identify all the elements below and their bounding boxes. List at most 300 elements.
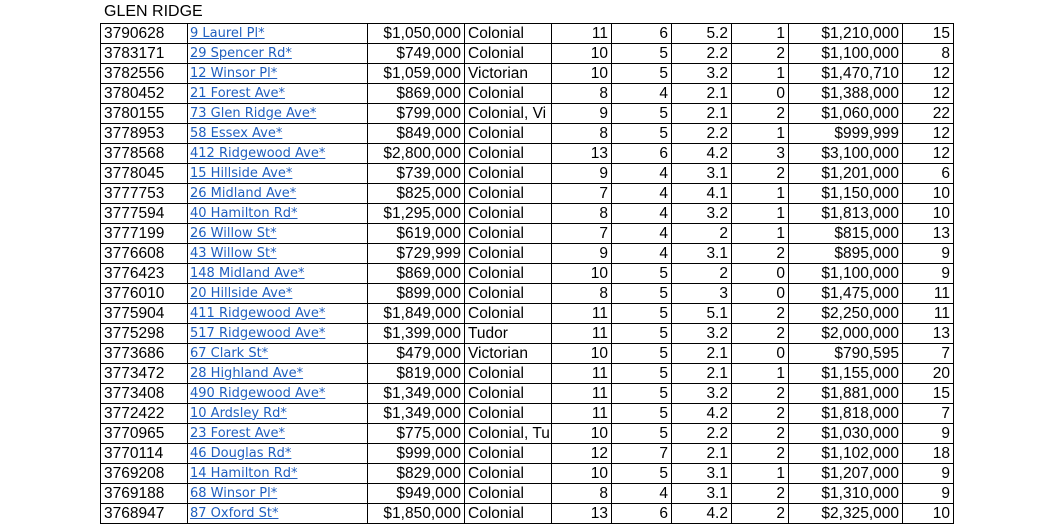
cell-days-on-market: 9: [903, 244, 954, 264]
cell-rooms: 7: [552, 184, 612, 204]
cell-days-on-market: 12: [903, 64, 954, 84]
address-link[interactable]: 20 Hillside Ave*: [190, 285, 293, 301]
cell-baths: 3.1: [672, 464, 732, 484]
address-link[interactable]: 12 Winsor Pl*: [190, 65, 278, 81]
cell-baths: 4.2: [672, 504, 732, 524]
cell-style: Colonial: [465, 144, 552, 164]
cell-style: Colonial: [465, 124, 552, 144]
cell-style: Colonial: [465, 204, 552, 224]
cell-list-price: $999,000: [368, 444, 465, 464]
cell-sold-price: $895,000: [789, 244, 903, 264]
address-link[interactable]: 43 Willow St*: [190, 245, 277, 261]
cell-address: [188, 344, 368, 364]
cell-style: Colonial: [465, 284, 552, 304]
cell-style: Colonial: [465, 264, 552, 284]
cell-baths: 2.1: [672, 364, 732, 384]
cell-sold-price: $1,207,000: [789, 464, 903, 484]
cell-mls-number: 3775904: [101, 304, 188, 324]
cell-address: [188, 204, 368, 224]
cell-address: [188, 384, 368, 404]
cell-baths: 2: [672, 264, 732, 284]
cell-garage: 3: [732, 144, 789, 164]
cell-bedrooms: 5: [612, 284, 672, 304]
cell-rooms: 7: [552, 224, 612, 244]
cell-list-price: $749,000: [368, 44, 465, 64]
cell-days-on-market: 7: [903, 344, 954, 364]
cell-style: Colonial: [465, 224, 552, 244]
cell-sold-price: $1,100,000: [789, 44, 903, 64]
cell-address: [188, 504, 368, 524]
cell-style: Colonial, Tu: [465, 424, 552, 444]
cell-style: Colonial, Vi: [465, 104, 552, 124]
cell-sold-price: $1,388,000: [789, 84, 903, 104]
cell-sold-price: $1,060,000: [789, 104, 903, 124]
cell-style: Colonial: [465, 364, 552, 384]
cell-address: [188, 124, 368, 144]
cell-baths: 3.2: [672, 64, 732, 84]
cell-days-on-market: 10: [903, 504, 954, 524]
cell-list-price: $1,399,000: [368, 324, 465, 344]
cell-style: Colonial: [465, 244, 552, 264]
cell-list-price: $1,059,000: [368, 64, 465, 84]
table-row: [101, 104, 954, 124]
cell-baths: 4.2: [672, 404, 732, 424]
cell-days-on-market: 12: [903, 124, 954, 144]
cell-rooms: 8: [552, 84, 612, 104]
table-row: [101, 444, 954, 464]
cell-days-on-market: 8: [903, 44, 954, 64]
cell-mls-number: 3770114: [101, 444, 188, 464]
cell-mls-number: 3777199: [101, 224, 188, 244]
cell-bedrooms: 4: [612, 484, 672, 504]
cell-address: [188, 164, 368, 184]
cell-style: Colonial: [465, 184, 552, 204]
cell-sold-price: $1,155,000: [789, 364, 903, 384]
table-row: [101, 144, 954, 164]
cell-address: [188, 424, 368, 444]
table-row: [101, 364, 954, 384]
cell-rooms: 9: [552, 244, 612, 264]
address-link[interactable]: 46 Douglas Rd*: [190, 445, 292, 461]
table-row: [101, 344, 954, 364]
cell-rooms: 11: [552, 24, 612, 44]
address-link[interactable]: 412 Ridgewood Ave*: [190, 145, 326, 161]
cell-style: Victorian: [465, 344, 552, 364]
cell-garage: 2: [732, 244, 789, 264]
table-row: [101, 264, 954, 284]
cell-days-on-market: 15: [903, 384, 954, 404]
cell-mls-number: 3769208: [101, 464, 188, 484]
cell-rooms: 12: [552, 444, 612, 464]
cell-sold-price: $999,999: [789, 124, 903, 144]
cell-garage: 1: [732, 64, 789, 84]
address-link[interactable]: 517 Ridgewood Ave*: [190, 325, 326, 341]
cell-list-price: $825,000: [368, 184, 465, 204]
cell-baths: 4.2: [672, 144, 732, 164]
cell-rooms: 8: [552, 284, 612, 304]
cell-bedrooms: 7: [612, 444, 672, 464]
cell-mls-number: 3780452: [101, 84, 188, 104]
cell-garage: 1: [732, 24, 789, 44]
address-link[interactable]: 73 Glen Ridge Ave*: [190, 105, 317, 121]
cell-mls-number: 3780155: [101, 104, 188, 124]
cell-address: [188, 404, 368, 424]
table-row: [101, 64, 954, 84]
table-row: [101, 204, 954, 224]
cell-style: Colonial: [465, 44, 552, 64]
cell-style: Colonial: [465, 464, 552, 484]
table-row: [101, 224, 954, 244]
cell-garage: 2: [732, 164, 789, 184]
cell-mls-number: 3778953: [101, 124, 188, 144]
table-row: [101, 384, 954, 404]
cell-baths: 2.1: [672, 84, 732, 104]
sheet-title: GLEN RIDGE: [104, 3, 203, 20]
table-row: [101, 284, 954, 304]
cell-mls-number: 3775298: [101, 324, 188, 344]
cell-baths: 2.2: [672, 44, 732, 64]
cell-address: [188, 464, 368, 484]
address-link[interactable]: 10 Ardsley Rd*: [190, 405, 287, 421]
cell-address: [188, 84, 368, 104]
cell-rooms: 11: [552, 364, 612, 384]
table-row: [101, 164, 954, 184]
cell-address: [188, 184, 368, 204]
cell-bedrooms: 6: [612, 144, 672, 164]
table-row: [101, 424, 954, 444]
cell-bedrooms: 5: [612, 404, 672, 424]
cell-list-price: $819,000: [368, 364, 465, 384]
cell-baths: 2.1: [672, 344, 732, 364]
cell-address: [188, 244, 368, 264]
cell-rooms: 10: [552, 44, 612, 64]
table-row: [101, 324, 954, 344]
cell-sold-price: $1,030,000: [789, 424, 903, 444]
cell-days-on-market: 9: [903, 464, 954, 484]
cell-baths: 3.2: [672, 204, 732, 224]
cell-garage: 2: [732, 44, 789, 64]
cell-bedrooms: 5: [612, 264, 672, 284]
cell-rooms: 10: [552, 464, 612, 484]
cell-rooms: 11: [552, 304, 612, 324]
cell-list-price: $1,349,000: [368, 404, 465, 424]
cell-list-price: $1,295,000: [368, 204, 465, 224]
cell-rooms: 10: [552, 344, 612, 364]
cell-sold-price: $2,000,000: [789, 324, 903, 344]
cell-list-price: $869,000: [368, 264, 465, 284]
cell-garage: 2: [732, 424, 789, 444]
cell-sold-price: $1,310,000: [789, 484, 903, 504]
address-link[interactable]: 15 Hillside Ave*: [190, 165, 293, 181]
address-link[interactable]: 67 Clark St*: [190, 345, 269, 361]
cell-baths: 2.2: [672, 124, 732, 144]
cell-list-price: $829,000: [368, 464, 465, 484]
cell-style: Colonial: [465, 164, 552, 184]
cell-days-on-market: 9: [903, 424, 954, 444]
cell-days-on-market: 9: [903, 264, 954, 284]
cell-style: Colonial: [465, 84, 552, 104]
address-link[interactable]: 9 Laurel Pl*: [190, 25, 265, 41]
cell-garage: 2: [732, 304, 789, 324]
cell-sold-price: $790,595: [789, 344, 903, 364]
address-link[interactable]: 148 Midland Ave*: [190, 265, 305, 281]
address-link[interactable]: 68 Winsor Pl*: [190, 485, 278, 501]
cell-mls-number: 3776608: [101, 244, 188, 264]
listings-table: [100, 23, 954, 524]
cell-garage: 1: [732, 224, 789, 244]
cell-garage: 2: [732, 324, 789, 344]
cell-mls-number: 3770965: [101, 424, 188, 444]
table-row: [101, 44, 954, 64]
cell-baths: 3.1: [672, 244, 732, 264]
cell-bedrooms: 6: [612, 504, 672, 524]
cell-garage: 1: [732, 184, 789, 204]
cell-list-price: $619,000: [368, 224, 465, 244]
cell-bedrooms: 4: [612, 184, 672, 204]
cell-sold-price: $1,100,000: [789, 264, 903, 284]
cell-garage: 0: [732, 284, 789, 304]
cell-sold-price: $2,325,000: [789, 504, 903, 524]
cell-list-price: $1,050,000: [368, 24, 465, 44]
cell-rooms: 10: [552, 424, 612, 444]
cell-list-price: $799,000: [368, 104, 465, 124]
cell-bedrooms: 5: [612, 304, 672, 324]
cell-rooms: 9: [552, 104, 612, 124]
cell-bedrooms: 5: [612, 44, 672, 64]
cell-baths: 2.2: [672, 424, 732, 444]
cell-baths: 2.1: [672, 104, 732, 124]
cell-bedrooms: 4: [612, 204, 672, 224]
cell-garage: 1: [732, 204, 789, 224]
address-link[interactable]: 29 Spencer Rd*: [190, 45, 292, 61]
cell-sold-price: $1,201,000: [789, 164, 903, 184]
cell-list-price: $949,000: [368, 484, 465, 504]
address-link[interactable]: 411 Ridgewood Ave*: [190, 305, 326, 321]
cell-address: [188, 144, 368, 164]
cell-days-on-market: 10: [903, 184, 954, 204]
listings-body: [101, 24, 954, 524]
cell-mls-number: 3778568: [101, 144, 188, 164]
cell-address: [188, 64, 368, 84]
cell-garage: 0: [732, 84, 789, 104]
cell-days-on-market: 15: [903, 24, 954, 44]
cell-address: [188, 104, 368, 124]
cell-style: Colonial: [465, 404, 552, 424]
cell-mls-number: 3790628: [101, 24, 188, 44]
table-row: [101, 244, 954, 264]
table-row: [101, 484, 954, 504]
cell-days-on-market: 7: [903, 404, 954, 424]
cell-mls-number: 3773472: [101, 364, 188, 384]
cell-baths: 3.1: [672, 164, 732, 184]
cell-garage: 2: [732, 404, 789, 424]
cell-bedrooms: 5: [612, 64, 672, 84]
cell-mls-number: 3769188: [101, 484, 188, 504]
cell-mls-number: 3776423: [101, 264, 188, 284]
table-row: [101, 124, 954, 144]
cell-mls-number: 3782556: [101, 64, 188, 84]
cell-mls-number: 3778045: [101, 164, 188, 184]
cell-sold-price: $1,881,000: [789, 384, 903, 404]
cell-garage: 0: [732, 344, 789, 364]
cell-style: Victorian: [465, 64, 552, 84]
cell-rooms: 10: [552, 264, 612, 284]
cell-style: Colonial: [465, 24, 552, 44]
cell-mls-number: 3777753: [101, 184, 188, 204]
address-link[interactable]: 21 Forest Ave*: [190, 85, 286, 101]
cell-baths: 2.1: [672, 444, 732, 464]
address-link[interactable]: 40 Hamilton Rd*: [190, 205, 298, 221]
cell-style: Colonial: [465, 504, 552, 524]
cell-sold-price: $1,470,710: [789, 64, 903, 84]
cell-sold-price: $1,150,000: [789, 184, 903, 204]
cell-days-on-market: 9: [903, 484, 954, 504]
cell-mls-number: 3777594: [101, 204, 188, 224]
cell-list-price: $1,349,000: [368, 384, 465, 404]
address-link[interactable]: 87 Oxford St*: [190, 505, 279, 521]
table-row: [101, 464, 954, 484]
cell-mls-number: 3768947: [101, 504, 188, 524]
cell-days-on-market: 18: [903, 444, 954, 464]
cell-days-on-market: 11: [903, 304, 954, 324]
table-row: [101, 404, 954, 424]
cell-sold-price: $1,475,000: [789, 284, 903, 304]
cell-baths: 4.1: [672, 184, 732, 204]
cell-sold-price: $2,250,000: [789, 304, 903, 324]
cell-sold-price: $3,100,000: [789, 144, 903, 164]
cell-mls-number: 3773408: [101, 384, 188, 404]
cell-days-on-market: 20: [903, 364, 954, 384]
table-row: [101, 304, 954, 324]
cell-baths: 2: [672, 224, 732, 244]
cell-days-on-market: 12: [903, 144, 954, 164]
cell-address: [188, 44, 368, 64]
cell-address: [188, 24, 368, 44]
cell-rooms: 11: [552, 324, 612, 344]
cell-list-price: $775,000: [368, 424, 465, 444]
cell-bedrooms: 6: [612, 24, 672, 44]
cell-address: [188, 264, 368, 284]
cell-baths: 3.2: [672, 384, 732, 404]
cell-sold-price: $1,210,000: [789, 24, 903, 44]
cell-garage: 2: [732, 104, 789, 124]
cell-list-price: $729,999: [368, 244, 465, 264]
cell-list-price: $1,849,000: [368, 304, 465, 324]
cell-baths: 3.2: [672, 324, 732, 344]
cell-style: Tudor: [465, 324, 552, 344]
cell-garage: 1: [732, 364, 789, 384]
cell-address: [188, 324, 368, 344]
cell-rooms: 9: [552, 164, 612, 184]
cell-garage: 2: [732, 484, 789, 504]
cell-rooms: 10: [552, 64, 612, 84]
cell-list-price: $479,000: [368, 344, 465, 364]
cell-days-on-market: 12: [903, 84, 954, 104]
cell-rooms: 8: [552, 124, 612, 144]
cell-rooms: 8: [552, 484, 612, 504]
cell-address: [188, 484, 368, 504]
cell-days-on-market: 13: [903, 224, 954, 244]
address-link[interactable]: 58 Essex Ave*: [190, 125, 283, 141]
cell-address: [188, 284, 368, 304]
cell-garage: 1: [732, 124, 789, 144]
cell-address: [188, 304, 368, 324]
cell-bedrooms: 4: [612, 224, 672, 244]
cell-bedrooms: 5: [612, 104, 672, 124]
cell-style: Colonial: [465, 304, 552, 324]
cell-days-on-market: 10: [903, 204, 954, 224]
cell-rooms: 13: [552, 144, 612, 164]
cell-list-price: $869,000: [368, 84, 465, 104]
cell-style: Colonial: [465, 444, 552, 464]
cell-bedrooms: 4: [612, 244, 672, 264]
address-link[interactable]: 23 Forest Ave*: [190, 425, 286, 441]
cell-bedrooms: 5: [612, 344, 672, 364]
cell-days-on-market: 11: [903, 284, 954, 304]
table-row: [101, 84, 954, 104]
cell-mls-number: 3783171: [101, 44, 188, 64]
cell-garage: 1: [732, 464, 789, 484]
cell-days-on-market: 6: [903, 164, 954, 184]
address-link[interactable]: 26 Willow St*: [190, 225, 277, 241]
address-link[interactable]: 14 Hamilton Rd*: [190, 465, 298, 481]
cell-mls-number: 3776010: [101, 284, 188, 304]
table-row: [101, 504, 954, 524]
cell-baths: 3: [672, 284, 732, 304]
cell-garage: 2: [732, 504, 789, 524]
cell-list-price: $849,000: [368, 124, 465, 144]
cell-rooms: 8: [552, 204, 612, 224]
cell-list-price: $739,000: [368, 164, 465, 184]
cell-bedrooms: 5: [612, 124, 672, 144]
cell-mls-number: 3773686: [101, 344, 188, 364]
cell-baths: 5.2: [672, 24, 732, 44]
cell-bedrooms: 4: [612, 164, 672, 184]
cell-baths: 3.1: [672, 484, 732, 504]
cell-bedrooms: 5: [612, 464, 672, 484]
cell-mls-number: 3772422: [101, 404, 188, 424]
cell-style: Colonial: [465, 384, 552, 404]
cell-bedrooms: 5: [612, 364, 672, 384]
cell-bedrooms: 5: [612, 384, 672, 404]
address-link[interactable]: 28 Highland Ave*: [190, 365, 304, 381]
cell-sold-price: $1,818,000: [789, 404, 903, 424]
cell-bedrooms: 5: [612, 424, 672, 444]
cell-style: Colonial: [465, 484, 552, 504]
cell-rooms: 13: [552, 504, 612, 524]
cell-days-on-market: 22: [903, 104, 954, 124]
address-link[interactable]: 490 Ridgewood Ave*: [190, 385, 326, 401]
cell-list-price: $899,000: [368, 284, 465, 304]
cell-garage: 2: [732, 384, 789, 404]
table-row: [101, 24, 954, 44]
cell-rooms: 11: [552, 404, 612, 424]
cell-sold-price: $1,102,000: [789, 444, 903, 464]
cell-list-price: $1,850,000: [368, 504, 465, 524]
cell-baths: 5.1: [672, 304, 732, 324]
cell-address: [188, 224, 368, 244]
cell-address: [188, 364, 368, 384]
cell-garage: 0: [732, 264, 789, 284]
address-link[interactable]: 26 Midland Ave*: [190, 185, 297, 201]
cell-list-price: $2,800,000: [368, 144, 465, 164]
cell-bedrooms: 4: [612, 84, 672, 104]
table-row: [101, 184, 954, 204]
cell-garage: 2: [732, 444, 789, 464]
cell-days-on-market: 13: [903, 324, 954, 344]
cell-sold-price: $1,813,000: [789, 204, 903, 224]
cell-address: [188, 444, 368, 464]
